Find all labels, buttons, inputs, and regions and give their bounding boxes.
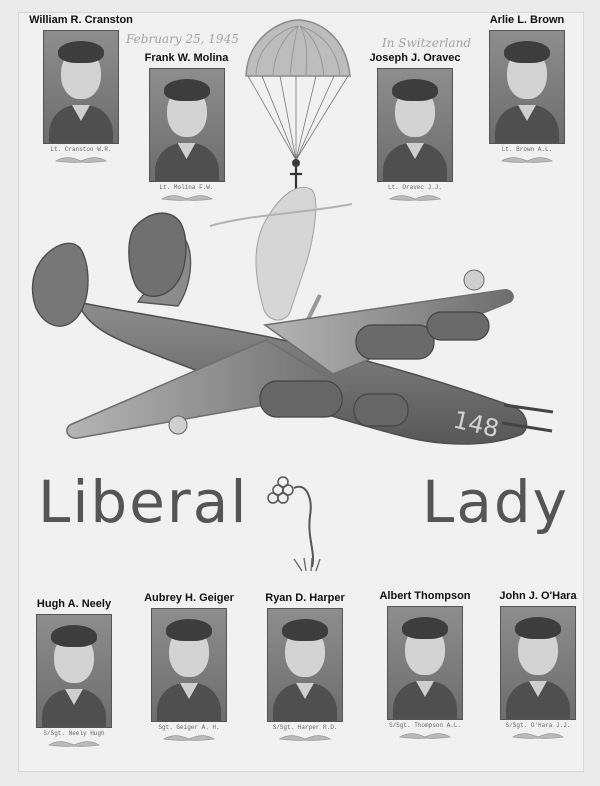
crew-name: Joseph J. Oravec: [369, 52, 461, 64]
aircraft-number: 148: [450, 405, 502, 444]
crew-card-thompson: [370, 590, 480, 747]
crew-photo: [36, 614, 112, 728]
crew-caption: S/Sgt. Thompson A.L.: [388, 722, 461, 729]
hair-graphic: [164, 79, 210, 101]
crew-card-harper: [260, 592, 350, 749]
hair-graphic: [504, 41, 550, 63]
wings-icon: [162, 734, 216, 744]
crew-name: Frank W. Molina: [144, 52, 229, 64]
hair-graphic: [51, 625, 97, 647]
wings-icon: [500, 156, 554, 166]
hair-graphic: [58, 41, 104, 63]
title-right: Lady: [422, 468, 569, 536]
crew-card-neely: [24, 598, 124, 755]
hair-graphic: [282, 619, 328, 641]
crew-name: Aubrey H. Geiger: [144, 592, 234, 604]
hair-graphic: [515, 617, 561, 639]
crew-photo: [43, 30, 119, 144]
crew-card-ohara: [490, 590, 586, 747]
crew-caption: Lt. Brown A.L.: [501, 146, 553, 153]
crew-photo: [500, 606, 576, 720]
flower-illustration: [258, 470, 340, 575]
crew-card-brown: [482, 14, 572, 171]
crew-photo: [387, 606, 463, 720]
crew-caption: Sgt. Geiger A. H.: [158, 724, 220, 731]
crew-photo: [151, 608, 227, 722]
crew-caption: Lt. Molina F.W.: [159, 184, 214, 191]
crew-caption: S/Sgt. Harper R.D.: [272, 724, 338, 731]
crew-name: Albert Thompson: [379, 590, 471, 602]
bomber-illustration: [20, 180, 580, 470]
crew-photo: [267, 608, 343, 722]
wings-icon: [278, 734, 332, 744]
crew-photo: [149, 68, 225, 182]
date-note: February 25, 1945: [126, 32, 239, 46]
crew-name: John J. O'Hara: [499, 590, 577, 602]
crew-caption: Lt. Oravec J.J.: [387, 184, 442, 191]
crew-caption: S/Sgt. Neely Hugh: [43, 730, 105, 737]
crew-caption: Lt. Cranston W.R.: [50, 146, 112, 153]
crew-name: Ryan D. Harper: [265, 592, 345, 604]
wings-icon: [398, 732, 452, 742]
crew-name: Hugh A. Neely: [36, 598, 112, 610]
crew-photo: [377, 68, 453, 182]
title-left: Liberal: [38, 468, 249, 536]
wings-icon: [47, 740, 101, 750]
crew-name: William R. Cranston: [29, 14, 133, 26]
location-note: In Switzerland: [382, 36, 471, 50]
crew-name: Arlie L. Brown: [489, 14, 565, 26]
hair-graphic: [392, 79, 438, 101]
crew-card-cranston: [26, 14, 136, 171]
hair-graphic: [166, 619, 212, 641]
hair-graphic: [402, 617, 448, 639]
wings-icon: [54, 156, 108, 166]
crew-photo: [489, 30, 565, 144]
crew-card-geiger: [137, 592, 241, 749]
crew-caption: S/Sgt. O'Hara J.J.: [505, 722, 571, 729]
wings-icon: [511, 732, 565, 742]
